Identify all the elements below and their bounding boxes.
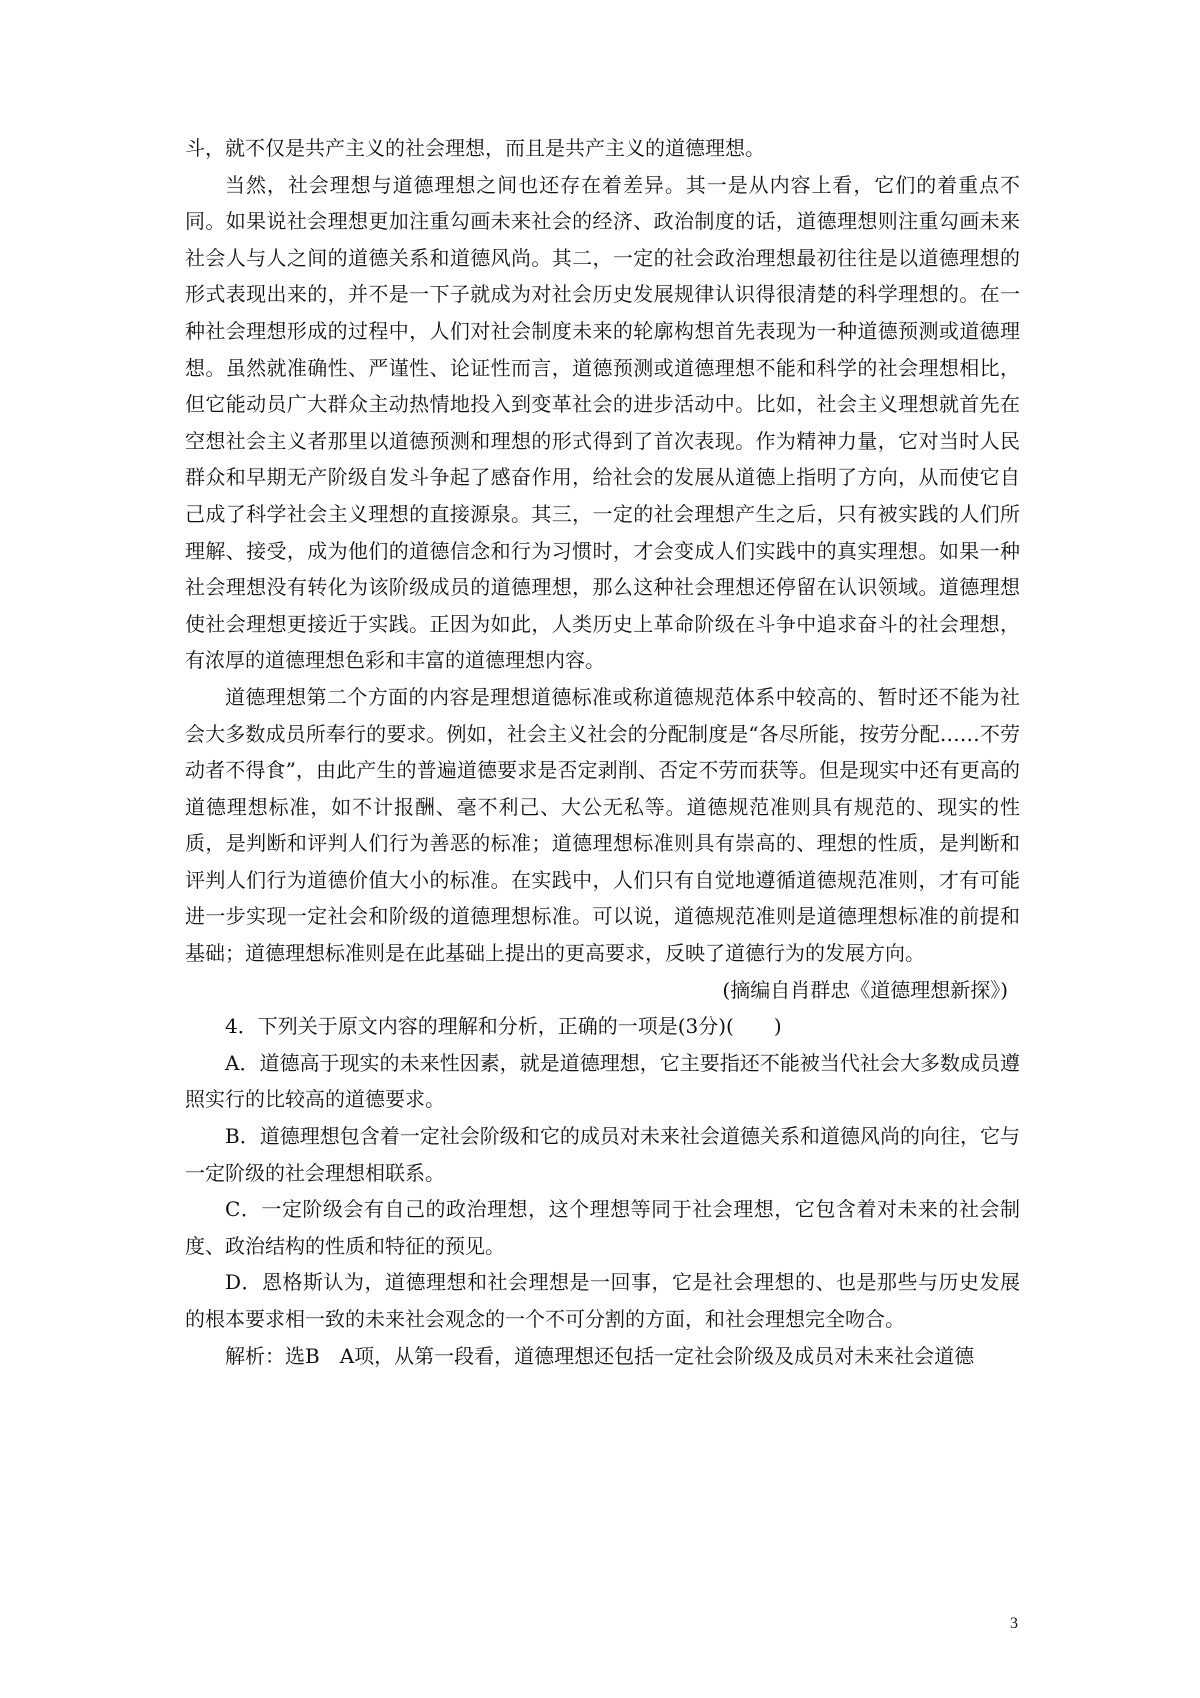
- continuation-paragraph: 斗，就不仅是共产主义的社会理想，而且是共产主义的道德理想。: [185, 136, 765, 160]
- page-number: 3: [1010, 1615, 1018, 1632]
- analysis-text: 解析：选B A项，从第一段看，道德理想还包括一定社会阶级及成员对未来社会道德: [225, 1343, 975, 1368]
- option-c: C．一定阶级会有自己的政治理想，这个理想等同于社会理想，它包含着对未来的社会制度、政治结构的性质和特征的预见。: [185, 1197, 1020, 1258]
- body-paragraph: 道德理想第二个方面的内容是理想道德标准或称道德规范体系中较高的、暂时还不能为社会大多数成员所奉行的要求。例如，社会主义社会的分配制度是“各尽所能，按劳分配……不劳动者不得食”，由此产生的普遍道德要求是否定剥削、否定不劳而获等。但是现实中还有更高的道德理想标准，如不计报酬、毫不利己、大公无私等。道德规范准则具有规范的、现实的性质，是判断和评判人们行为善恶的标准；道德理想标准则具有崇高的、理想的性质，是判断和评判人们行为道德价值大小的标准。在实践中，人们只有自觉地遵循道德规范准则，才有可能进一步实现一定社会和阶级的道德理想标准。可以说，道德规范准则是道德理想标准的前提和基础；道德理想标准则是在此基础上提出的更高要求，反映了道德行为的发展方向。: [185, 684, 1020, 966]
- option-b: B．道德理想包含着一定社会阶级和它的成员对未来社会道德关系和道德风尚的向往，它与一定阶级的社会理想相联系。: [185, 1124, 1020, 1185]
- body-paragraph: 当然，社会理想与道德理想之间也还存在着差异。其一是从内容上看，它们的着重点不同。如果说社会理想更加注重勾画未来社会的经济、政治制度的话，道德理想则注重勾画未来社会人与人之间的道德关系和道德风尚。其二，一定的社会政治理想最初往往是以道德理想的形式表现出来的，并不是一下子就成为对社会历史发展规律认识得很清楚的科学理想的。在一种社会理想形成的过程中，人们对社会制度未来的轮廓构想首先表现为一种道德预测或道德理想。虽然就准确性、严谨性、论证性而言，道德预测或道德理想不能和科学的社会理想相比，但它能动员广大群众主动热情地投入到变革社会的进步活动中。比如，社会主义理想就首先在空想社会主义者那里以道德预测和理想的形式得到了首次表现。作为精神力量，它对当时人民群众和早期无产阶级自发斗争起了感奋作用，给社会的发展从道德上指明了方向，从而使它自己成了科学社会主义理想的直接源泉。其三，一定的社会理想产生之后，只有被实践的人们所理解、接受，成为他们的道德信念和行为习惯时，才会变成人们实践中的真实理想。如果一种社会理想没有转化为该阶级成员的道德理想，那么这种社会理想还停留在认识领域。道德理想使社会理想更接近于实践。正因为如此，人类历史上革命阶级在斗争中追求奋斗的社会理想，有浓厚的道德理想色彩和丰富的道德理想内容。: [185, 172, 1020, 673]
- document-page: [185, 130, 1020, 1374]
- question-stem: 4．下列关于原文内容的理解和分析，正确的一项是(3分)( ): [225, 1014, 782, 1039]
- option-a: A．道德高于现实的未来性因素，就是道德理想，它主要指还不能被当代社会大多数成员遵照实行的比较高的道德要求。: [185, 1050, 1020, 1112]
- option-d: D．恩格斯认为，道德理想和社会理想是一回事，它是社会理想的、也是那些与历史发展的根本要求相一致的未来社会观念的一个不可分割的方面，和社会理想完全吻合。: [185, 1270, 1020, 1331]
- source-citation: (摘编自肖群忠《道德理想新探》): [722, 977, 1008, 1002]
